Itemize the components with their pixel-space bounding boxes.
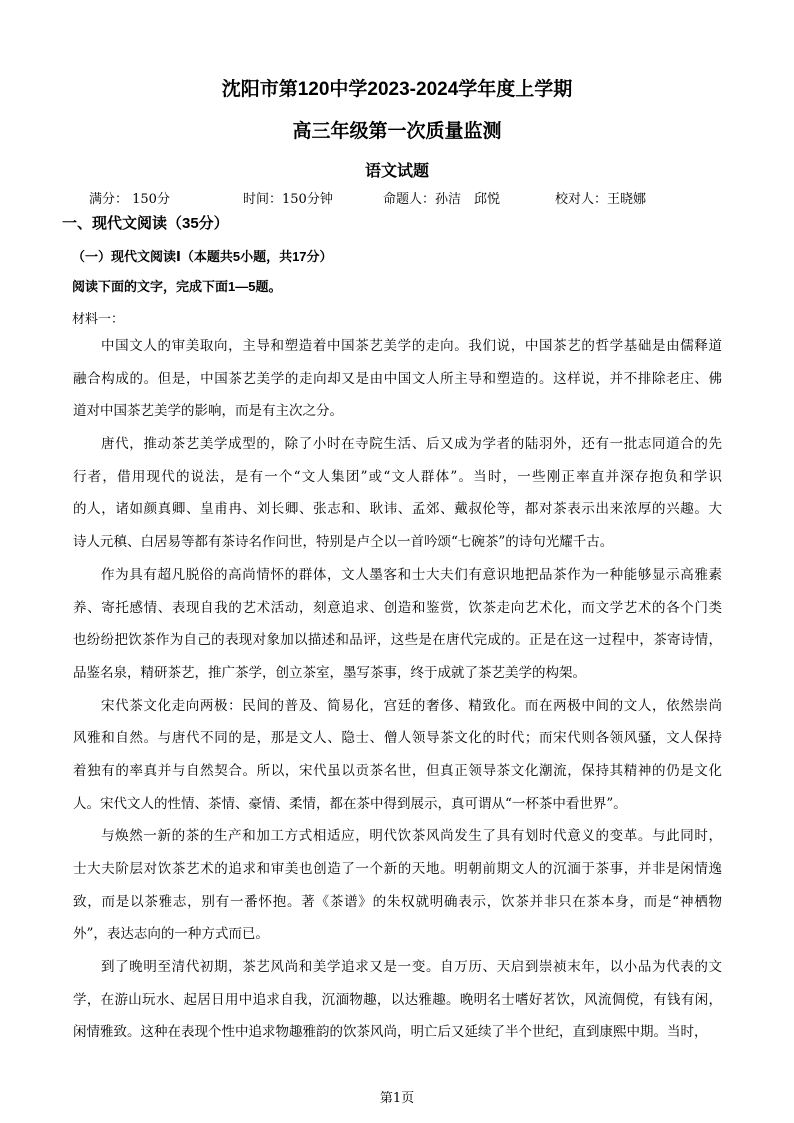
paragraph-line: 融合构成的。但是，中国茶艺美学的走向却又是由中国文人所主导和塑造的。这样说，并不排除老庄、佛 (73, 370, 722, 387)
page-number: 第1页 (379, 1091, 415, 1106)
section-heading: 一、现代文阅读（35分） (62, 215, 229, 232)
paragraph-line: 行者，借用现代的说法，是有一个“文人集团”或“文人群体”。当时，一些刚正率直并深存抱负和学识 (73, 468, 722, 485)
paragraph-line: 风雅和自然。与唐代不同的是，那是文人、隐士、僧人领导茶文化的时代；而宋代则各领风骚，文人保持 (73, 730, 722, 747)
paragraph (73, 696, 722, 827)
paragraph-line: 也纷纷把饮茶作为自己的表现对象加以描述和品评，这些是在唐代完成的。正是在这一过程中，茶寄诗情， (73, 632, 722, 649)
paragraph-line: 士大夫阶层对饮茶艺术的追求和审美也创造了一个新的天地。明朝前期文人的沉湎于茶事，并非是闲情逸 (73, 861, 722, 877)
exam-subtitle: 高三年级第一次质量监测 (292, 121, 502, 142)
paragraph (73, 434, 722, 565)
material-label: 材料一： (72, 312, 125, 327)
paragraph-line: 外”，表达志向的一种方式而已。 (73, 926, 269, 943)
exam-title: 沈阳市第120中学2023-2024学年度上学期 (221, 79, 573, 100)
paragraph-line: 宋代茶文化走向两极：民间的普及、简易化，宫廷的奢侈、精致化。而在两极中间的文人，依然崇尚 (101, 697, 722, 714)
paragraph-line: 人。宋代文人的性情、茶情、豪情、柔情，都在茶中得到展示，真可谓从“一杯茶中看世界”。 (73, 795, 627, 812)
paragraph-line: 闲情雅致。这种在表现个性中追求物趣雅韵的饮茶风尚，明亡后又延续了半个世纪，直到康熙中期。当时， (73, 1024, 708, 1041)
paragraph-line: 与焕然一新的茶的生产和加工方式相适应，明代饮茶风尚发生了具有划时代意义的变革。与此同时， (101, 828, 722, 845)
paragraph-line: 唐代，推动茶艺美学成型的，除了小时在寺院生活、后又成为学者的陆羽外，还有一批志同道合的先 (101, 436, 722, 453)
paragraph-line: 致，而是以茶雅志，别有一番怀抱。著《茶谱》的朱权就明确表示，饮茶并非只在茶本身，而是“神栖物 (73, 893, 722, 910)
paragraph-line: 到了晚明至清代初期，茶艺风尚和美学追求又是一变。自万历、天启到崇祯末年，以小品为代表的文 (101, 959, 722, 976)
exam-time: 时间：150分钟 (243, 192, 333, 207)
section-subheading: （一）现代文阅读Ⅰ（本题共5小题，共17分） (72, 249, 333, 264)
paragraph-line: 的人，诸如颜真卿、皇甫冉、刘长卿、张志和、耿讳、孟郊、戴叔伦等，都对茶表示出来浓厚的兴趣。大 (73, 501, 722, 518)
paragraph-line: 养、寄托感情、表现自我的艺术活动，刻意追求、创造和鉴赏，饮茶走向艺术化，而文学艺术的各个门类 (73, 599, 722, 616)
paragraph-line: 品鉴名泉，精研茶艺，推广茶学，创立茶室，墨写茶事，终于成就了茶艺美学的构架。 (73, 664, 586, 681)
paragraph-line: 中国文人的审美取向，主导和塑造着中国茶艺美学的走向。我们说，中国茶艺的哲学基础是由儒释道 (101, 338, 722, 354)
exam-authors: 命题人：孙洁 邱悦 (383, 192, 501, 207)
exam-proofreader: 校对人：王晓娜 (555, 192, 647, 207)
paragraph (73, 826, 722, 957)
section-instruction: 阅读下面的文字，完成下面1—5题。 (72, 279, 282, 294)
paragraph (73, 957, 722, 1055)
paragraph-line: 作为具有超凡脱俗的高尚情怀的群体，文人墨客和士大夫们有意识地把品茶作为一种能够显示高雅素 (101, 566, 722, 583)
paragraph (73, 336, 722, 434)
reading-passage (73, 336, 722, 1055)
full-score: 满分： 150分 (89, 192, 170, 207)
paragraph (73, 565, 722, 696)
subject-title: 语文试题 (364, 163, 429, 180)
paragraph-line: 道对中国茶艺美学的影响，而是有主次之分。 (73, 403, 343, 420)
paragraph-line: 学，在游山玩水、起居日用中追求自我，沉湎物趣，以达雅趣。晚明名士嗜好茗饮，风流倜傥，有钱有闲， (73, 991, 722, 1008)
paragraph-line: 诗人元稹、白居易等都有茶诗名作问世，特别是卢仝以一首吟颂“七碗茶”的诗句光耀千古。 (73, 534, 614, 551)
paragraph-line: 着独有的率真并与自然契合。所以，宋代虽以贡茶名世，但真正领导茶文化潮流，保持其精神的仍是文化 (73, 762, 722, 779)
